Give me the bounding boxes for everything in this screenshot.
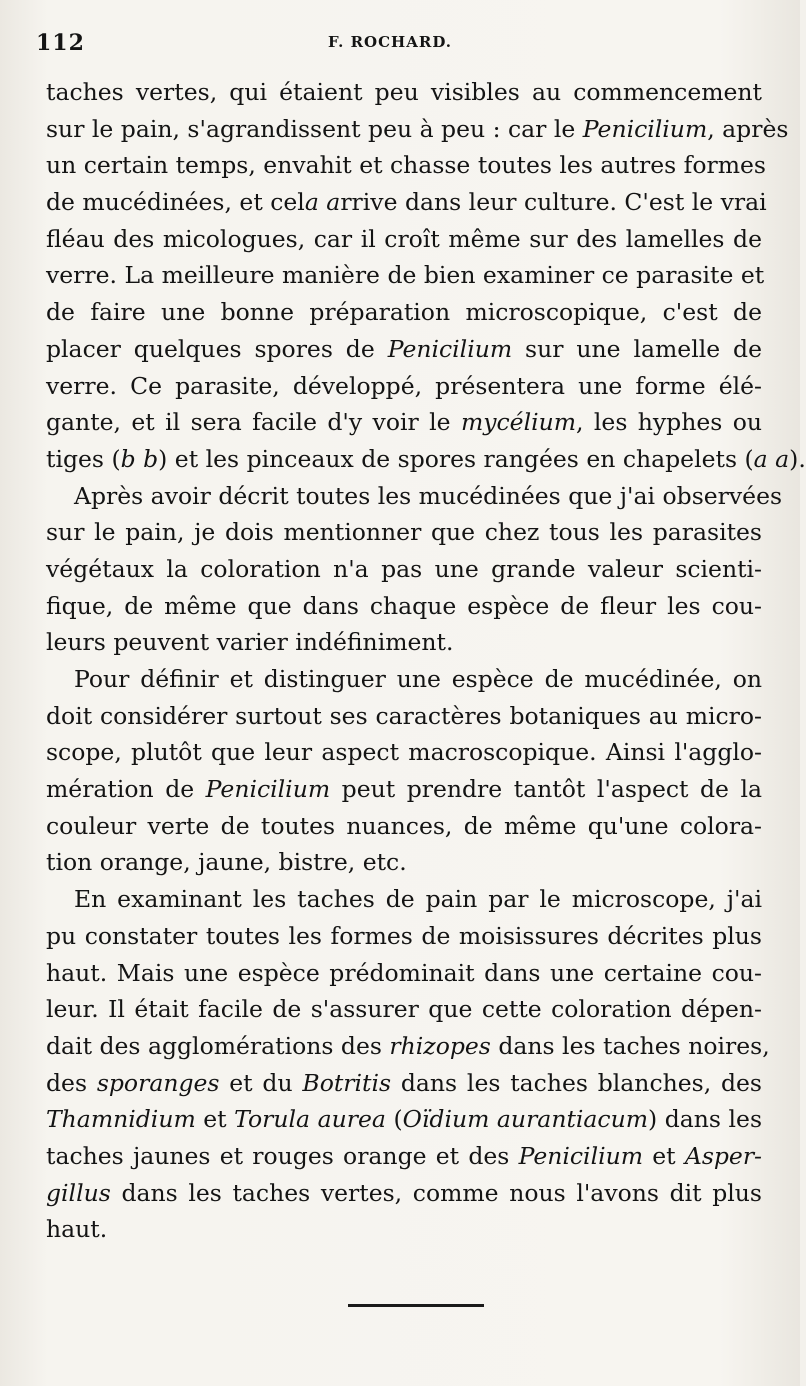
paragraph [46,661,762,881]
text-line: leur. Il était facile de s'assurer que cette coloration dépen- [46,995,762,1024]
text-line: Pour définir et distinguer une espèce de mucédinée, on [74,665,762,693]
text-line: gante, et il sera facile d'y voir le mycélium, les hyphes ou [46,408,762,437]
text-line: végétaux la coloration n'a pas une grande valeur scienti- [46,554,762,583]
text-line: sur le pain, je dois mentionner que chez tous les parasites [46,518,762,547]
text-line: verre. Ce parasite, développé, présentera une forme élé- [46,371,762,400]
text-line: de faire une bonne préparation microscopique, c'est de [46,298,762,327]
text-line: taches vertes, qui étaient peu visibles au commencement [46,78,762,106]
text-line: taches jaunes et rouges orange et des Penicilium et Asper- [46,1141,762,1170]
text-line: fique, de même que dans chaque espèce de fleur les cou- [46,591,762,620]
text-line: de mucédinées, et cela arrive dans leur culture. C'est le vrai [46,188,767,217]
text-line: un certain temps, envahit et chasse toutes les autres formes [46,151,766,180]
text-line: pu constater toutes les formes de moisissures décrites plus [46,921,762,950]
text-line: placer quelques spores de Penicilium sur une lamelle de [46,334,763,363]
text-line: Thamnidium et Torula aurea (Oïdium aurantiacum) dans les [46,1105,762,1134]
text-line: fléau des micologues, car il croît même sur des lamelles de [46,224,762,253]
body-text [46,74,806,1248]
text-line: mération de Penicilium peut prendre tantôt l'aspect de la [46,775,762,804]
text-line: tion orange, jaune, bistre, etc. [46,848,407,877]
paragraph [46,881,770,1248]
text-line: dait des agglomérations des rhizopes dans les taches noires, [46,1031,770,1060]
text-line: leurs peuvent varier indéfiniment. [46,628,454,657]
text-line: gillus dans les taches vertes, comme nous l'avons dit plus [46,1178,762,1207]
page-header [36,30,766,60]
text-line: verre. La meilleure manière de bien examiner ce parasite et [46,261,765,290]
text-line: Après avoir décrit toutes les mucédinées que j'ai observées [74,481,783,510]
page-number: 112 [36,30,85,56]
paragraph [46,74,806,478]
text-line: sur le pain, s'agrandissent peu à peu : car le Penicilium, après [46,114,789,143]
text-line: scope, plutôt que leur aspect macroscopique. Ainsi l'agglo- [46,738,762,767]
text-line: des sporanges et du Botritis dans les taches blanches, des [46,1068,762,1097]
text-line: haut. [46,1215,108,1244]
text-line: En examinant les taches de pain par le microscope, j'ai [74,885,762,914]
running-head: F. ROCHARD. [328,33,453,51]
text-line: doit considérer surtout ses caractères botaniques au micro- [46,701,762,730]
text-line: tiges (b b) et les pinceaux de spores rangées en chapelets (a a). [46,444,806,473]
section-end-rule [348,1304,484,1307]
text-line: couleur verte de toutes nuances, de même qu'une colora- [46,811,762,840]
text-line: haut. Mais une espèce prédominait dans une certaine cou- [46,958,762,987]
paragraph [46,478,783,661]
